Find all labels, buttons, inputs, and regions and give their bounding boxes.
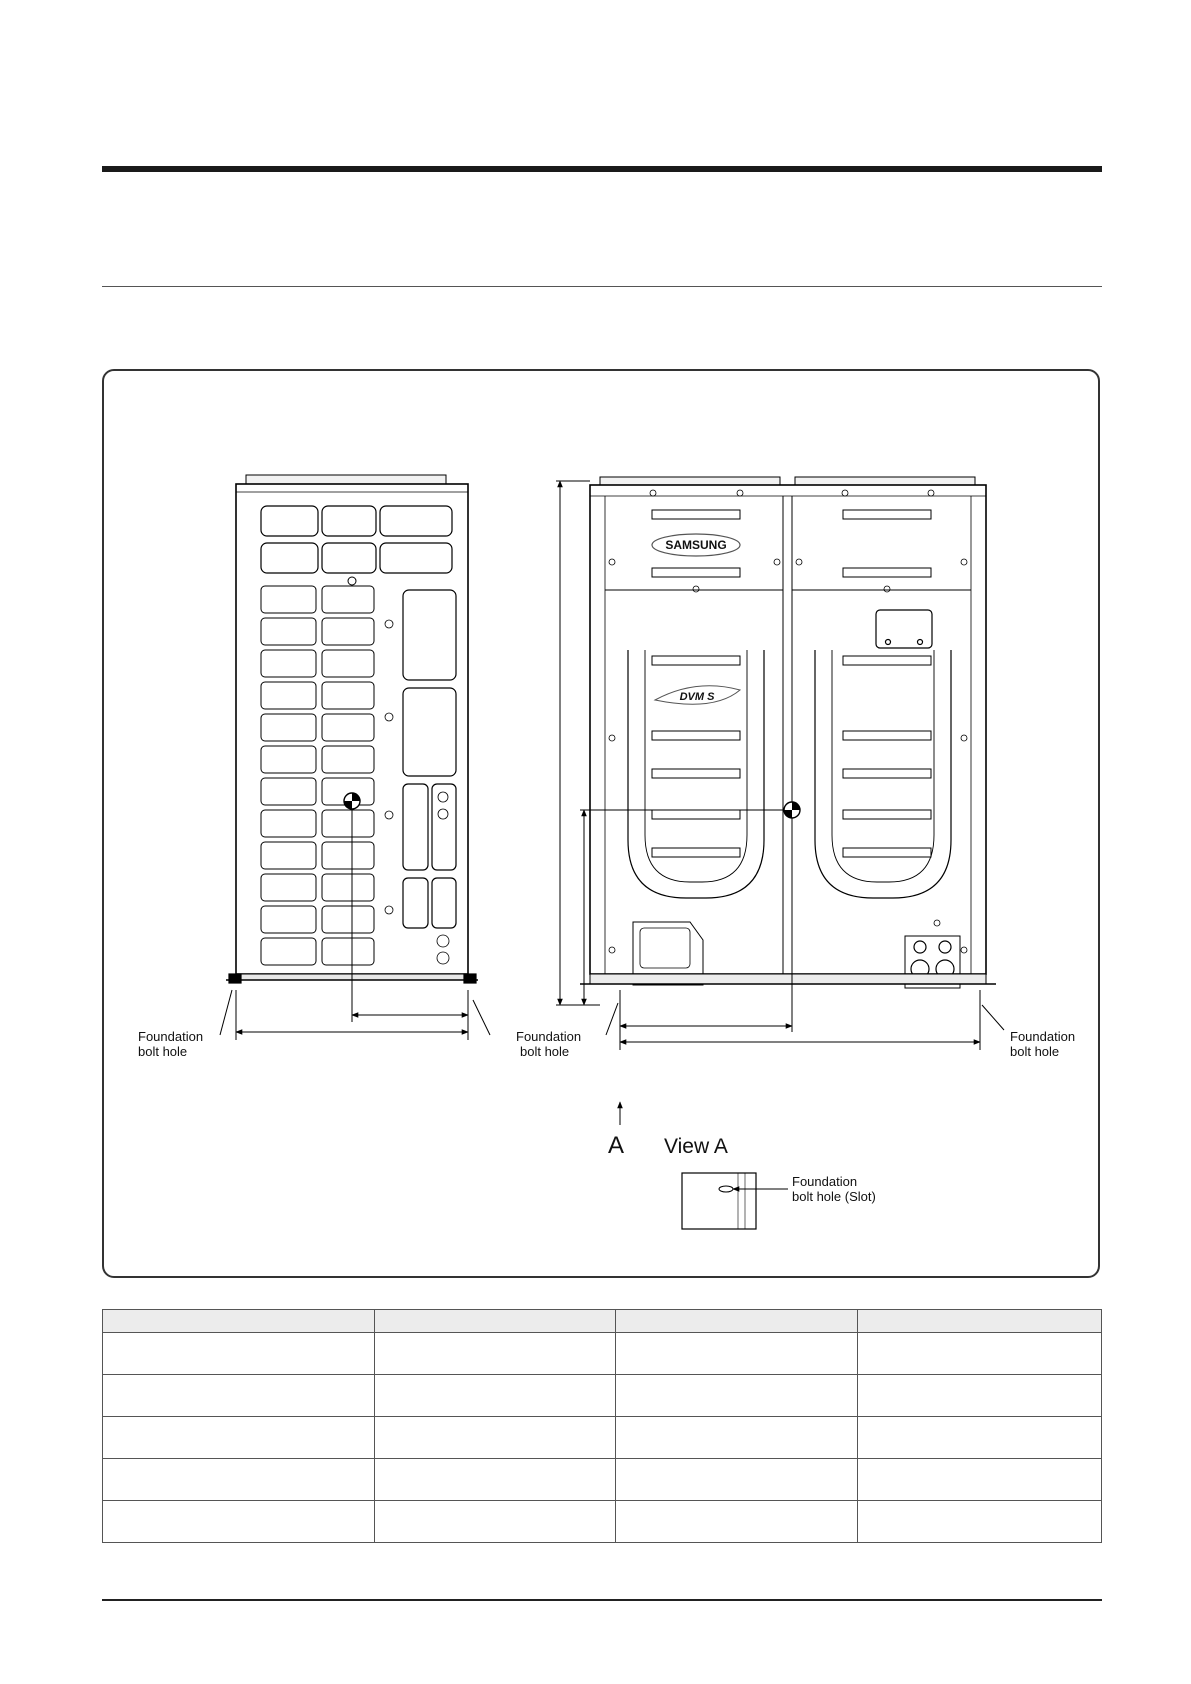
table-row [103,1375,1102,1417]
table-header-cell [103,1310,375,1333]
table-row [103,1333,1102,1375]
foundation-label-left-line1: Foundation [138,1029,204,1044]
table-cell [103,1459,375,1501]
foundation-slot-label-line1: Foundation [792,1174,858,1189]
footer-rule [102,1599,1102,1601]
table-header-cell [374,1310,616,1333]
foundation-label-mid-line1: Foundation [516,1029,582,1044]
table-cell [374,1459,616,1501]
foundation-label-right-line2: bolt hole [1010,1044,1060,1059]
table-cell [374,1501,616,1543]
table-header-cell [858,1310,1102,1333]
front-view-unit [580,477,996,988]
table-row [103,1459,1102,1501]
foundation-label-mid-line2: bolt hole [520,1044,570,1059]
table-cell [858,1333,1102,1375]
table-cell [858,1459,1102,1501]
foundation-label-right-line1: Foundation [1010,1029,1076,1044]
table-cell [616,1417,858,1459]
view-a-title: View A [664,1135,728,1158]
table-row [103,1417,1102,1459]
table-cell [616,1501,858,1543]
table-cell [858,1375,1102,1417]
table-cell [374,1375,616,1417]
table-cell [858,1501,1102,1543]
dimension-spec-table [102,1309,1102,1543]
table-cell [616,1459,858,1501]
center-of-gravity-side-marker [344,793,360,809]
table-cell [616,1333,858,1375]
table-cell [103,1375,375,1417]
brand-text: SAMSUNG [665,538,727,552]
table-cell [103,1333,375,1375]
table-cell [103,1417,375,1459]
view-a-detail [682,1173,788,1229]
table-header-row [103,1310,1102,1333]
product-badge-text: DVM S [679,691,715,703]
table-row [103,1501,1102,1543]
table-header-cell [616,1310,858,1333]
table-cell [858,1417,1102,1459]
view-arrow-letter: A [608,1132,625,1159]
center-of-gravity-front-marker [784,802,800,818]
table-cell [103,1501,375,1543]
table-cell [616,1375,858,1417]
foundation-label-left-line2: bolt hole [138,1044,188,1059]
foundation-slot-label-line2: bolt hole (Slot) [792,1189,876,1204]
table-cell [374,1417,616,1459]
table-cell [374,1333,616,1375]
